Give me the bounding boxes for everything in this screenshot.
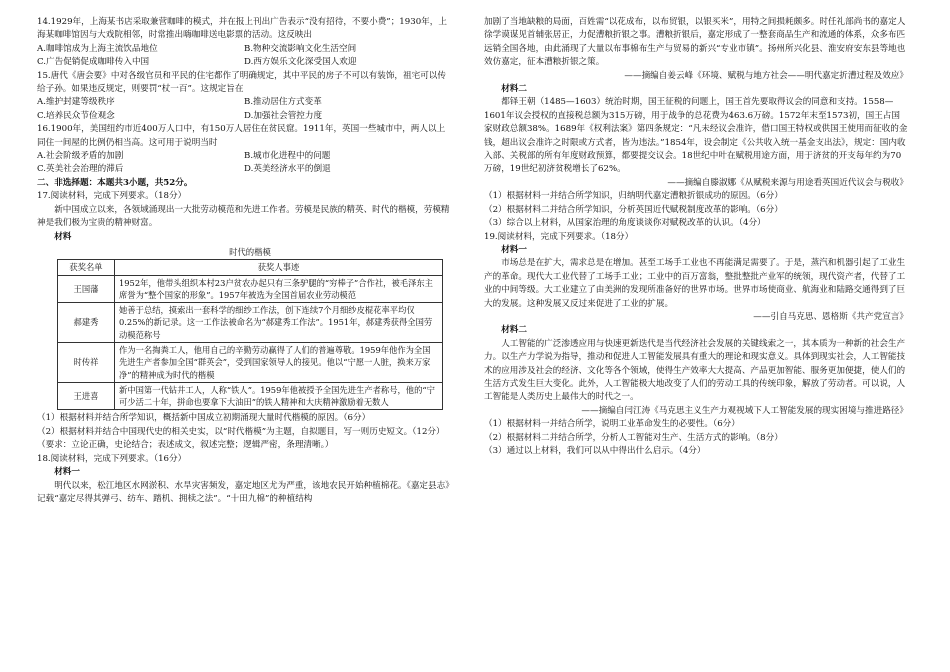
q16-option-c: C.英美社会治理的滞后 [37, 164, 124, 175]
q17-head: 17.阅读材料，完成下列要求。（18分） [37, 191, 187, 202]
right-column [484, 16, 908, 458]
q16-options-row1 [37, 150, 451, 163]
table-row [58, 342, 443, 382]
honor-table [57, 246, 443, 411]
table-header-row [58, 260, 443, 275]
q19-material1-text: 市场总是在扩大，需求总是在增加。甚至工场手工业也不再能满足需要了。于是，蒸汽和机器引起了工业生产的革命。现代大工业代替了工场手工业；工业中的百万富翁，整批整批产业军的统领，现代资产者，代替了工业的中间等级。大工业建立了由美洲的发现所准备好的世界市场。世界市场使商业、航海业和陆路交通得到了巨大的发展。这种发展又反过来促进了工业的扩展。 [484, 258, 906, 309]
q14-option-a: A.咖啡馆成为上海主流饮品地位 [37, 43, 158, 54]
q16-option-b: B.城市化进程中的问题 [244, 151, 331, 162]
q15-option-a: A.维护封建等级秩序 [37, 97, 115, 108]
q18-material1-label: 材料一 [54, 467, 80, 478]
header-name: 获奖名单 [58, 260, 115, 275]
cell-deed: 新中国第一代钻井工人，人称“铁人”。1959年他被授予全国先进生产者称号，他的“宁可少活二十年，拼命也要拿下大油田”的铁人精神和大庆精神激励着无数人 [115, 382, 443, 410]
table-caption: 时代的楷模 [229, 246, 271, 257]
q17-requirement-1: （1）根据材料并结合所学知识，概括新中国成立初期涌现大量时代楷模的原因。（6分） [37, 413, 371, 424]
q15-option-d: D.加强社会管控力度 [244, 110, 323, 121]
q19-material2-label: 材料二 [501, 325, 527, 336]
q19-material1-label: 材料一 [501, 244, 527, 255]
header-deed: 获奖人事迹 [115, 260, 443, 275]
q14-option-c: C.广告促销促成咖啡传入中国 [37, 57, 150, 68]
q14-stem: 14.1929年，上海某书店采取兼营咖啡的模式，并在报上刊出广告表示“没有招待，不要小费”；1930年，上海某咖啡馆因与大戏院相邻，时常推出嗨咖啡送电影票的活动。这反映出 [37, 17, 447, 41]
q19-material1-source: ——引自马克思、恩格斯《共产党宣言》 [753, 311, 908, 322]
q19-requirement-3: （3）通过以上材料，我们可以从中得出什么启示。（4分） [484, 446, 706, 456]
q19-head: 19.阅读材料，完成下列要求。（18分） [484, 231, 634, 242]
q15-options-row1 [37, 96, 451, 109]
cell-name: 时传祥 [58, 342, 115, 382]
q19-material2-source: ——摘编自闫江涛《马克思主义生产力观视域下人工智能发展的现实困境与推进路径》 [581, 405, 908, 416]
q18-material1-source: ——摘编自姜云峰《环境、赋税与地方社会——明代嘉定折漕过程及效应》 [624, 70, 908, 81]
q16-stem: 16.1900年，美国纽约市近400万人口中，有150万人居住在贫民窟。1911年，英国一些城市中，两人以上同住一间屋的比例仍相当高。这可用于说明当时 [37, 124, 446, 148]
q14-options-row1 [37, 43, 451, 56]
q16-options-row2 [37, 163, 451, 176]
q17-intro: 新中国成立以来，各领域涌现出一大批劳动模范和先进工作者。劳模是民族的精英、时代的楷模，劳模精神是我们极为宝贵的精神财富。 [37, 204, 450, 229]
q18-head: 18.阅读材料，完成下列要求。（16分） [37, 453, 187, 464]
q14-option-b: B.物种交流影响文化生活空间 [244, 43, 357, 54]
q19-material2-text: 人工智能的广泛渗透应用与快速更新迭代是当代经济社会发展的关键线索之一，其本质为一种新的社会生产力。以生产力学说为指导，推动和促进人工智能发展具有重大的理论和现实意义。具体到现实社会，人工智能技术的应用涉及社会的经济、文化等各个领域，使得生产效率大大提高、产品更加智能、服务更加便捷，使人们的生活方式发生巨大变化。此外，人工智能极大地改变了人们的劳动工具的传统印象，解放了劳动者。可以说，人工智能是人类历史上最伟大的时代之一。 [484, 338, 906, 403]
q18-material1-text: 明代以来，松江地区水网淤积、水旱灾害频发，嘉定地区尤为严重，该地农民开始种植棉花。《嘉定县志》记载“嘉定尽得其弹弓、纺车、踏机、拥椟之法”。“十田九棉”的种植结构 [37, 480, 450, 504]
q18-material2-text: 都铎王朝（1485—1603）统治时期，国王征税的问题上，国王首先要取得议会的同意和支持。1558—1601年议会授权的直接税总额为315万磅，用于战争的总花费为463.6万磅。1572年末至1573初，国王占国家财政总额38%。1689年《权利法案》第四条规定：“凡未经议会准许，借口国王特权或供国王使用而征收的金钱，超出议会准许之时限或方式者，皆为违法。”1854年，设会制定《公共收入统一基金支出法》，规定：国内收入部、关税部的所有年度财政预算，都要提交议会。18世纪中叶在赋税用途方面，用于济贫的开支每年约为70万磅，19世纪初济贫税增长了62%。 [484, 97, 908, 175]
q18-requirement-2: （2）根据材料二并结合所学知识，分析英国近代赋税制度改革的影响。（6分） [484, 204, 783, 215]
cell-deed: 作为一名掏粪工人，他用自己的辛勤劳动赢得了人们的普遍尊敬。1959年他作为全国先进生产者参加全国“群英会”，受到国家领导人的接见。他以“宁愿一人脏，换来万家净”的精神成为时代的楷模 [115, 342, 443, 382]
q15-option-c: C.培养民众节俭观念 [37, 110, 115, 121]
q17-requirement-2: （2）根据材料并结合中国现代史的相关史实，以“时代楷模”为主题，自拟题目，写一则历史短文。（12分）（要求：立论正确，史论结合；表述成文，叙述完整；逻辑严密，条理清晰。） [37, 426, 445, 451]
cell-name: 王进喜 [58, 382, 115, 410]
q15-options-row2 [37, 110, 451, 123]
q16-option-d: D.英美经济水平的倒退 [244, 164, 331, 175]
q15-option-b: B.推动居住方式变革 [244, 97, 322, 108]
left-column [37, 16, 451, 506]
q16-option-a: A.社会阶级矛盾的加剧 [37, 151, 124, 162]
q14-option-d: D.西方娱乐文化深受国人欢迎 [244, 57, 357, 68]
cell-deed: 她善于总结，摸索出一套科学的细纱工作法，创下连续7个月细纱皮棍花率平均仅0.25%的新记录。这一工作法被命名为“郝建秀工作法”。1951年，郝建秀获得全国劳动模范称号 [115, 303, 443, 343]
q14-options-row2 [37, 56, 451, 69]
q18-requirement-3: （3）综合以上材料，从国家治理的角度谈谈你对赋税改革的认识。（4分） [484, 218, 766, 229]
q19-requirement-1: （1）根据材料一并结合所学，说明工业革命发生的必要性。（6分） [484, 419, 740, 430]
q15-stem: 15.唐代《唐会要》中对各级官员和平民的住宅都作了明确规定，其中平民的房子不可以有装饰，祖宅可以传给子孙。如果违反规定，则要罚“杖一百”。这规定旨在 [37, 70, 446, 95]
q18-requirement-1: （1）根据材料一并结合所学知识，归纳明代嘉定漕粮折银成功的原因。（6分） [484, 191, 783, 202]
q18-material2-source: ——摘编自滕淑娜《从赋税来源与用途看英国近代议会与税收》 [667, 177, 908, 188]
table-row [58, 382, 443, 410]
q17-material-label: 材料 [54, 231, 72, 242]
q18-material1-continued: 加剧了当地缺粮的局面，百姓需“以花成布，以布贸银，以银买米”，用特之间损耗颇多。时任礼部尚书的嘉定人徐学谟谋见首辅张居正，力促漕粮折银之事。漕粮折银后，嘉定形成了一整套商品生产和流通的体系，众多布匹远销全国各地，由此涌现了大量以布事棉布生产与贸易的新兴“专业市镇”。扬州所兴化县、淮安府安东县等地也效仿嘉定，征本漕粮折银之策。 [484, 17, 906, 68]
q19-requirement-2: （2）根据材料二并结合所学，分析人工智能对生产、生活方式的影响。（8分） [484, 432, 783, 443]
cell-name: 王国藩 [58, 275, 115, 303]
cell-deed: 1952年，他带头组织本村23户贫农办起只有三条驴腿的“穷棒子”合作社，被毛泽东主席誉为“整个国家的形象”。1957年被选为全国首届农业劳动模范 [115, 275, 443, 303]
table-row [58, 275, 443, 303]
table-row [58, 303, 443, 343]
section-heading: 二、非选择题：本题共3小题，共52分。 [37, 177, 193, 188]
q18-material2-label: 材料二 [501, 84, 527, 95]
cell-name: 郝建秀 [58, 303, 115, 343]
